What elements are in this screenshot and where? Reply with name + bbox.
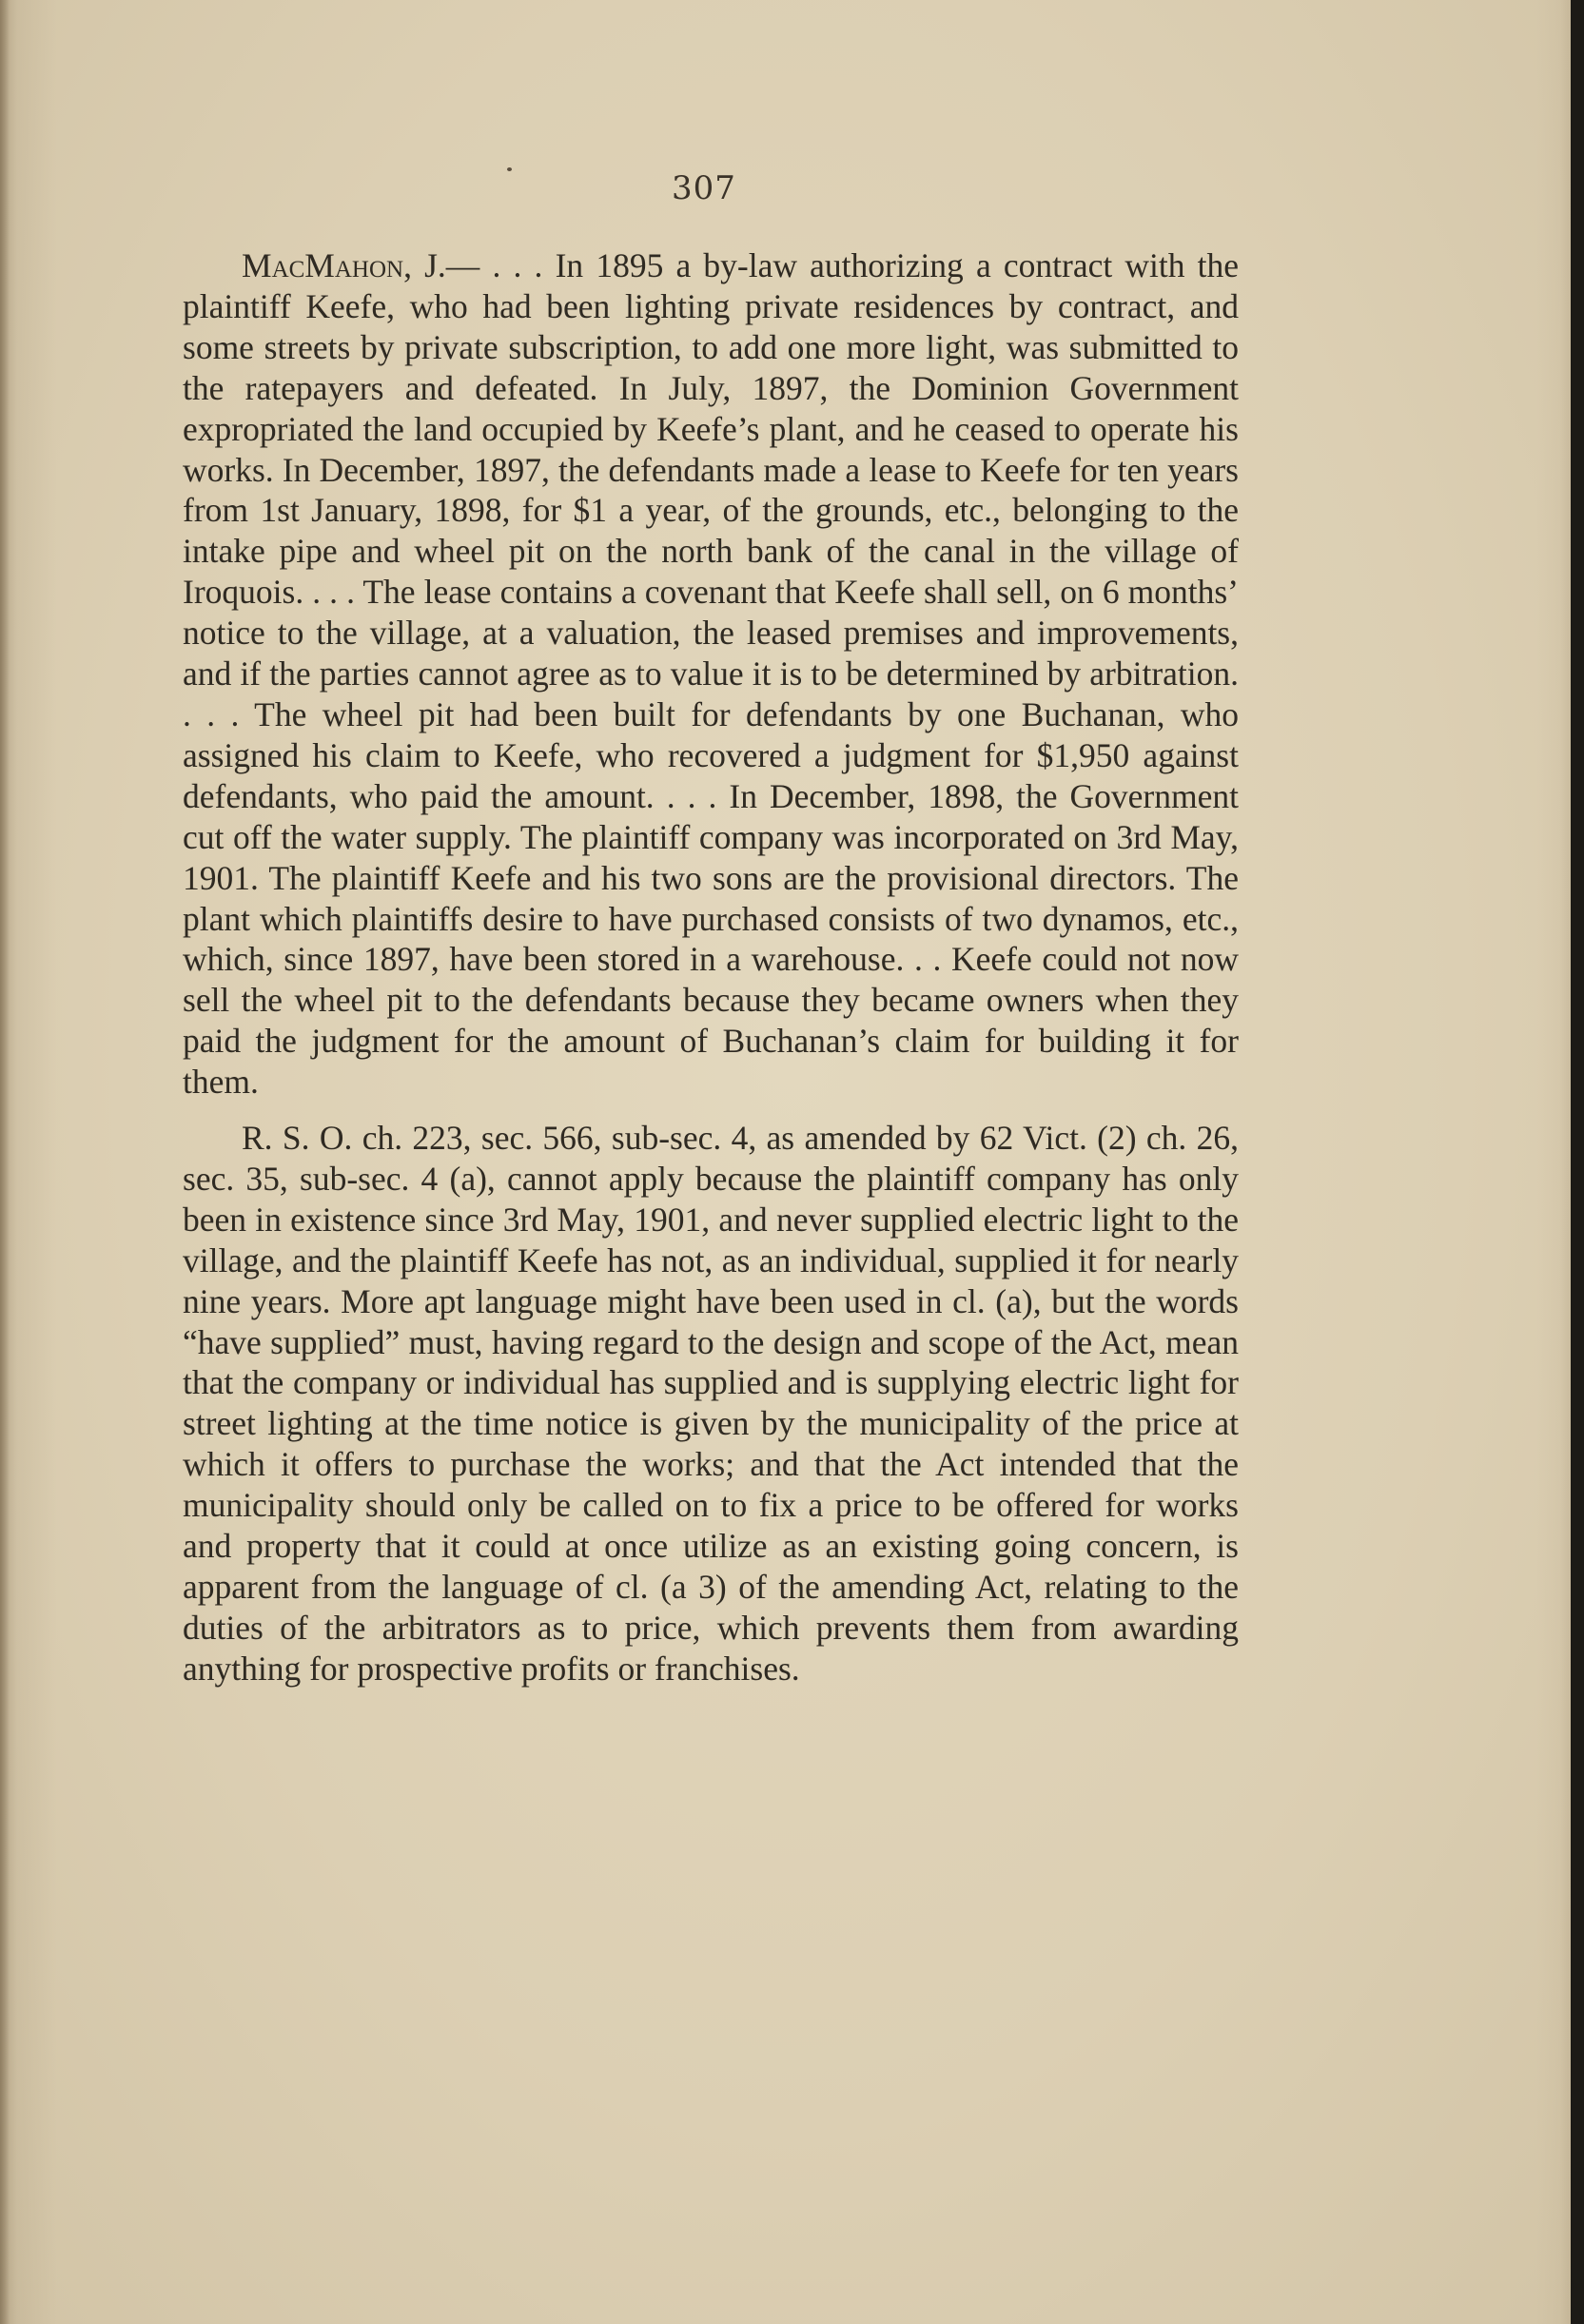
judge-name: MacMahon, J.—	[242, 246, 480, 284]
paragraph-2: R. S. O. ch. 223, sec. 566, sub-sec. 4, as amended by 62 Vict. (2) ch. 26, sec. 35, sub-sec. 4 (a), cannot apply because the plaintiff company has only been in existence since 3rd May, 1901, and never supplied electric light to the village, and the plaintiff Keefe has not, as an individual, supplied it for nearly nine years. More apt language might have been used in cl. (a), but the words “have supplied” must, having regard to the design and scope of the Act, mean that the company or individual has supplied and is supplying electric light for street lighting at the time notice is given by the municipality of the price at which it offers to purchase the works; and that the Act intended that the municipality should only be called on to fix a price to be offered for works and property that it could at once utilize as an existing going concern, is apparent from the language of cl. (a 3) of the amending Act, relating to the duties of the arbitrators as to price, which prevents them from awarding anything for prospective profits or franchises.	[183, 1119, 1239, 1688]
page-number: 307	[672, 169, 736, 207]
binding-shadow	[0, 0, 10, 2324]
page-edge-shadow	[1571, 0, 1584, 2324]
body-text	[183, 245, 1239, 1689]
paragraph-1-text: . . . In 1895 a by-law authorizing a contract with the plaintiff Keefe, who had been lighting private residences by contract, and some streets by private subscription, to add one more light, was submitted to the ratepayers and defeated. In July, 1897, the Dominion Government expropriated the land occupied by Keefe’s plant, and he ceased to operate his works. In December, 1897, the defendants made a lease to Keefe for ten years from 1st January, 1898, for $1 a year, of the grounds, etc., belonging to the intake pipe and wheel pit on the north bank of the canal in the village of Iroquois. . . . The lease contains a covenant that Keefe shall sell, on 6 months’ notice to the village, at a valuation, the leased premises and improvements, and if the parties cannot agree as to value it is to be determined by arbitration. . . . The wheel pit had been built for defendants by one Buchanan, who assigned his claim to Keefe, who recovered a judgment for $1,950 against defendants, who paid the amount. . . . In December, 1898, the Government cut off the water supply. The plaintiff company was incorporated on 3rd May, 1901. The plaintiff Keefe and his two sons are the provisional directors. The plant which plaintiffs desire to have purchased consists of two dynamos, etc., which, since 1897, have been stored in a warehouse. . . Keefe could not now sell the wheel pit to the defendants because they became owners when they paid the judgment for the amount of Buchanan’s claim for building it for them.	[183, 246, 1240, 1102]
paragraph-1	[183, 245, 1239, 1103]
